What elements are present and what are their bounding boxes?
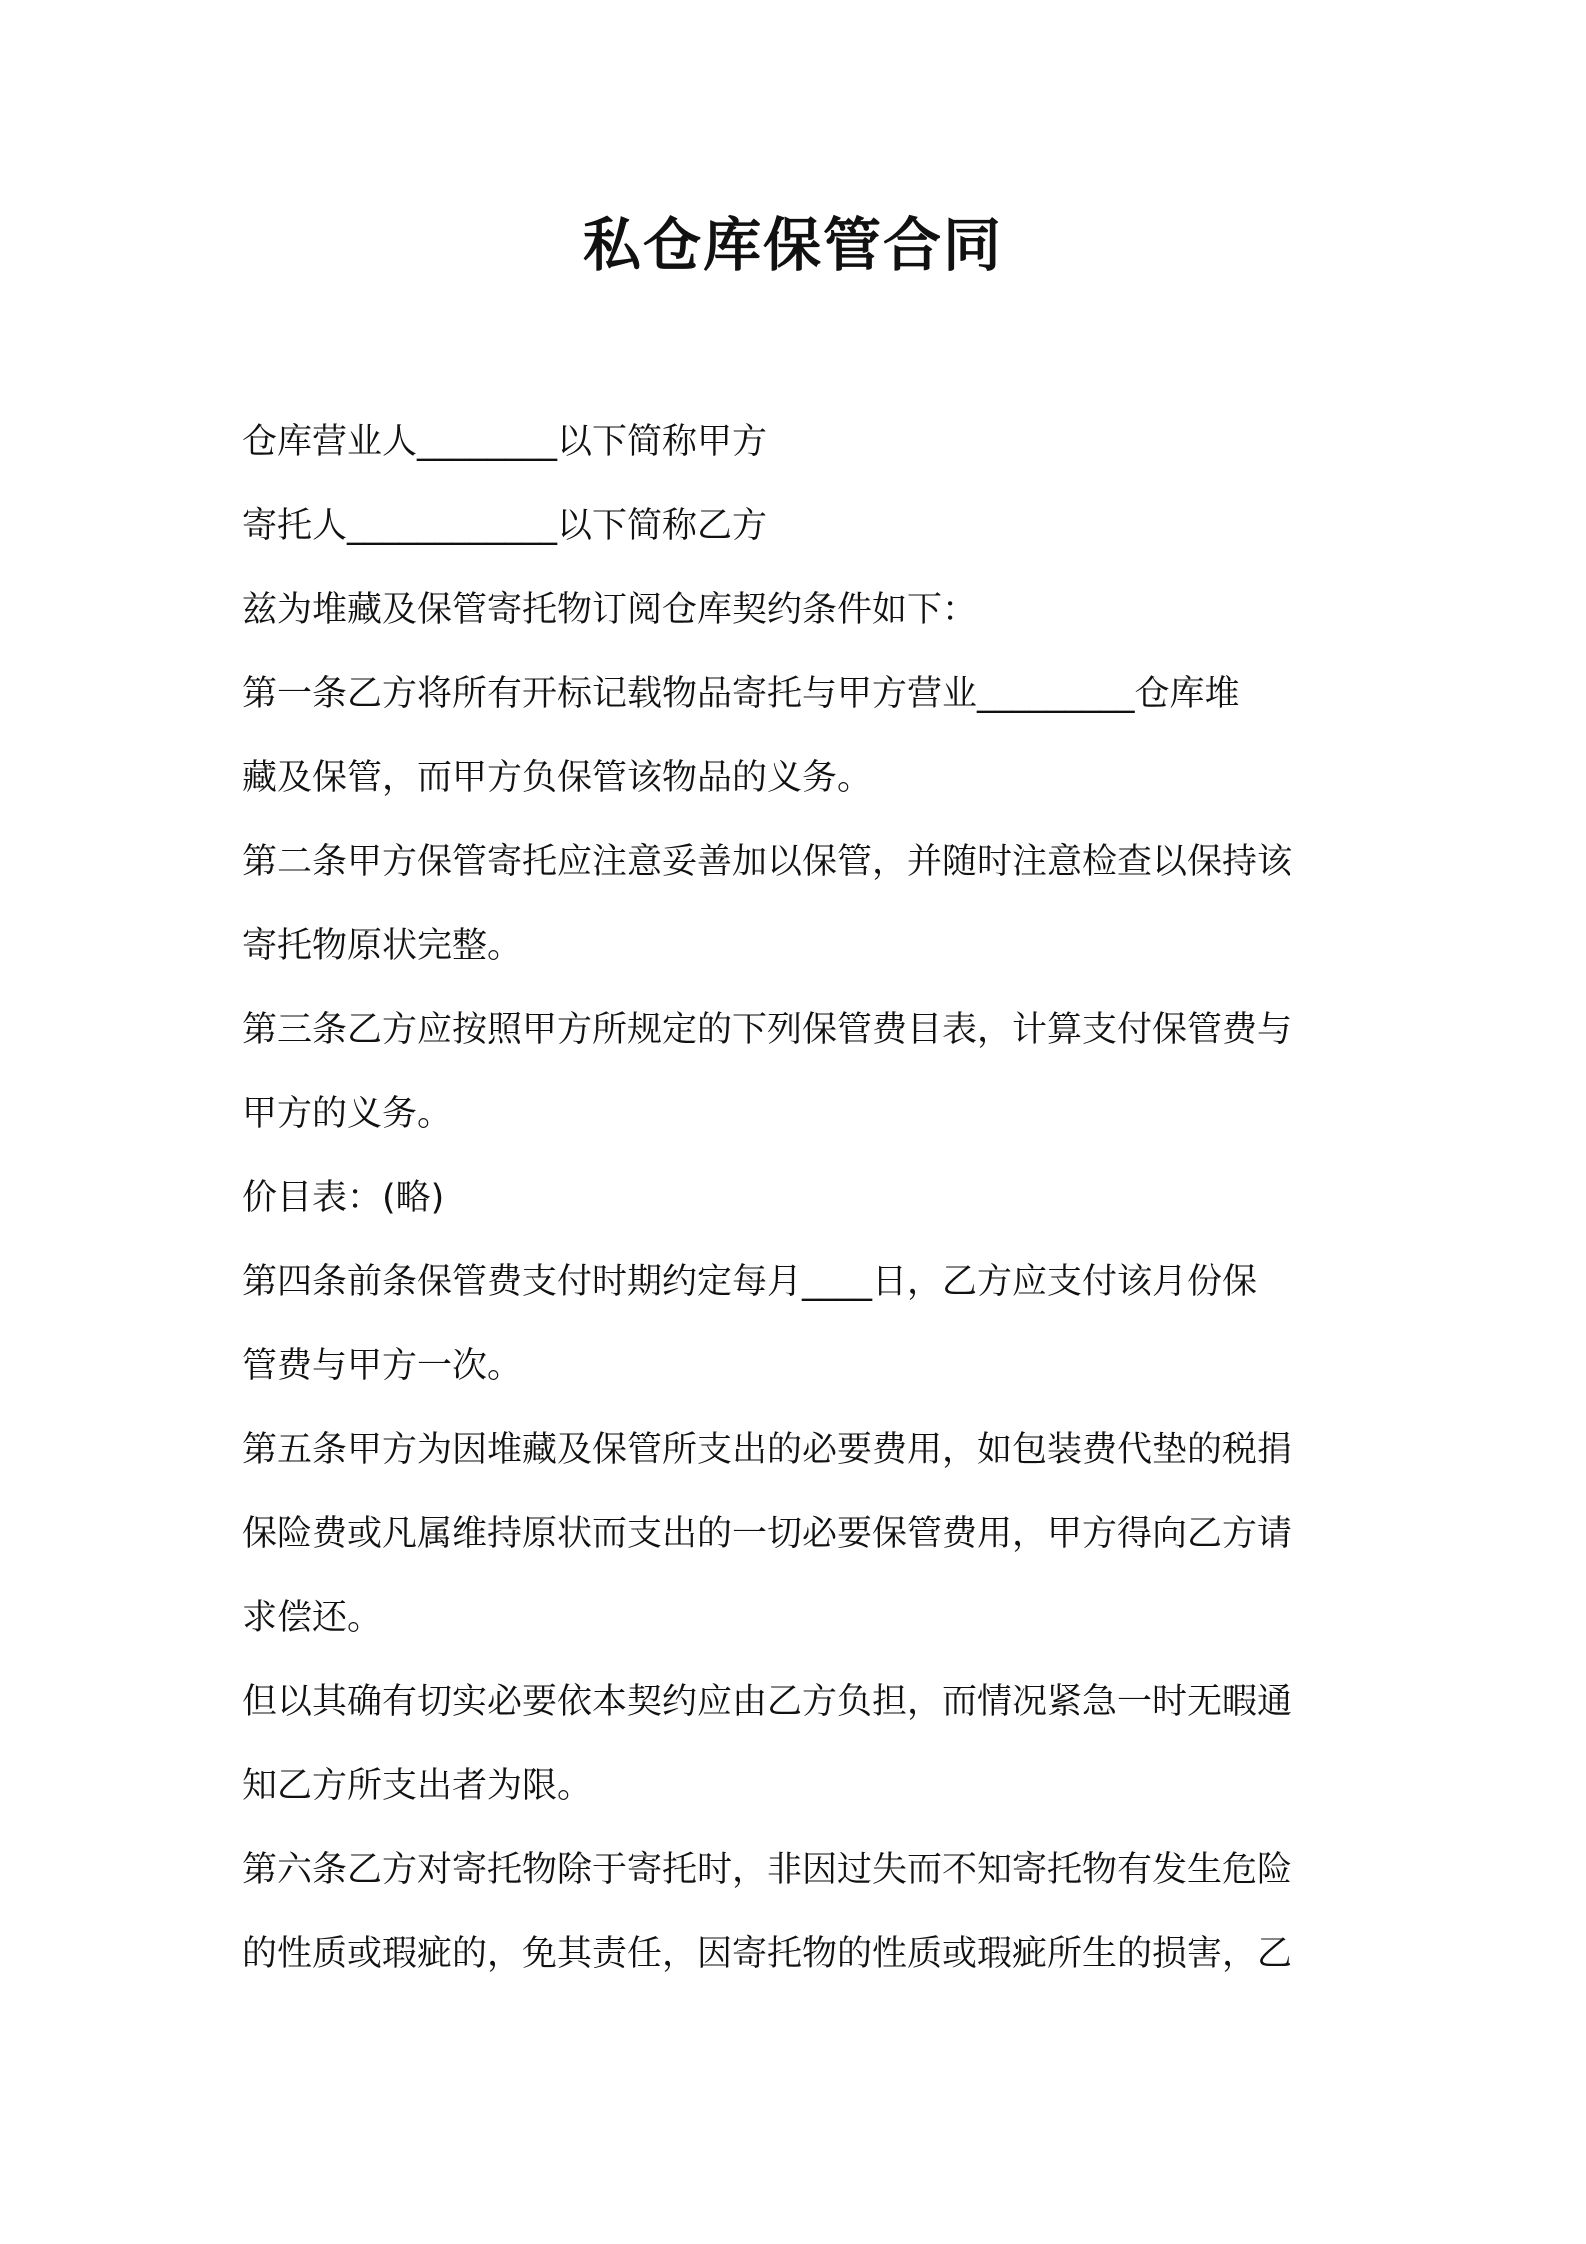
- text-line: 的性质或瑕疵的，免其责任，因寄托物的性质或瑕疵所生的损害，乙: [242, 1934, 1293, 1974]
- document-title: 私仓库保管合同: [582, 211, 1003, 279]
- text-line: 第三条乙方应按照甲方所规定的下列保管费目表，计算支付保管费与: [242, 1010, 1293, 1050]
- text-line: 寄托人____________以下简称乙方: [242, 506, 768, 546]
- text-line: 寄托物原状完整。: [242, 926, 523, 966]
- text-line: 第二条甲方保管寄托应注意妥善加以保管，并随时注意检查以保持该: [242, 842, 1293, 882]
- text-line: 第六条乙方对寄托物除于寄托时，非因过失而不知寄托物有发生危险: [242, 1850, 1293, 1890]
- text-line: 兹为堆藏及保管寄托物订阅仓库契约条件如下：: [242, 590, 978, 630]
- text-line: 仓库营业人________以下简称甲方: [242, 422, 768, 462]
- text-line: 第五条甲方为因堆藏及保管所支出的必要费用，如包装费代垫的税捐: [242, 1430, 1293, 1470]
- text-line: 保险费或凡属维持原状而支出的一切必要保管费用，甲方得向乙方请: [242, 1514, 1293, 1554]
- text-line: 第四条前条保管费支付时期约定每月____日，乙方应支付该月份保: [242, 1262, 1258, 1302]
- text-line: 知乙方所支出者为限。: [242, 1766, 593, 1806]
- text-line: 甲方的义务。: [242, 1094, 453, 1134]
- text-line: 求偿还。: [242, 1598, 383, 1638]
- text-line: 管费与甲方一次。: [242, 1346, 523, 1386]
- document-body: [242, 400, 1358, 1996]
- text-line: 第一条乙方将所有开标记载物品寄托与甲方营业_________仓库堆: [242, 674, 1240, 714]
- text-line: 藏及保管，而甲方负保管该物品的义务。: [242, 758, 873, 798]
- text-line: 价目表：(略): [242, 1178, 445, 1218]
- text-line: 但以其确有切实必要依本契约应由乙方负担，而情况紧急一时无暇通: [242, 1682, 1293, 1722]
